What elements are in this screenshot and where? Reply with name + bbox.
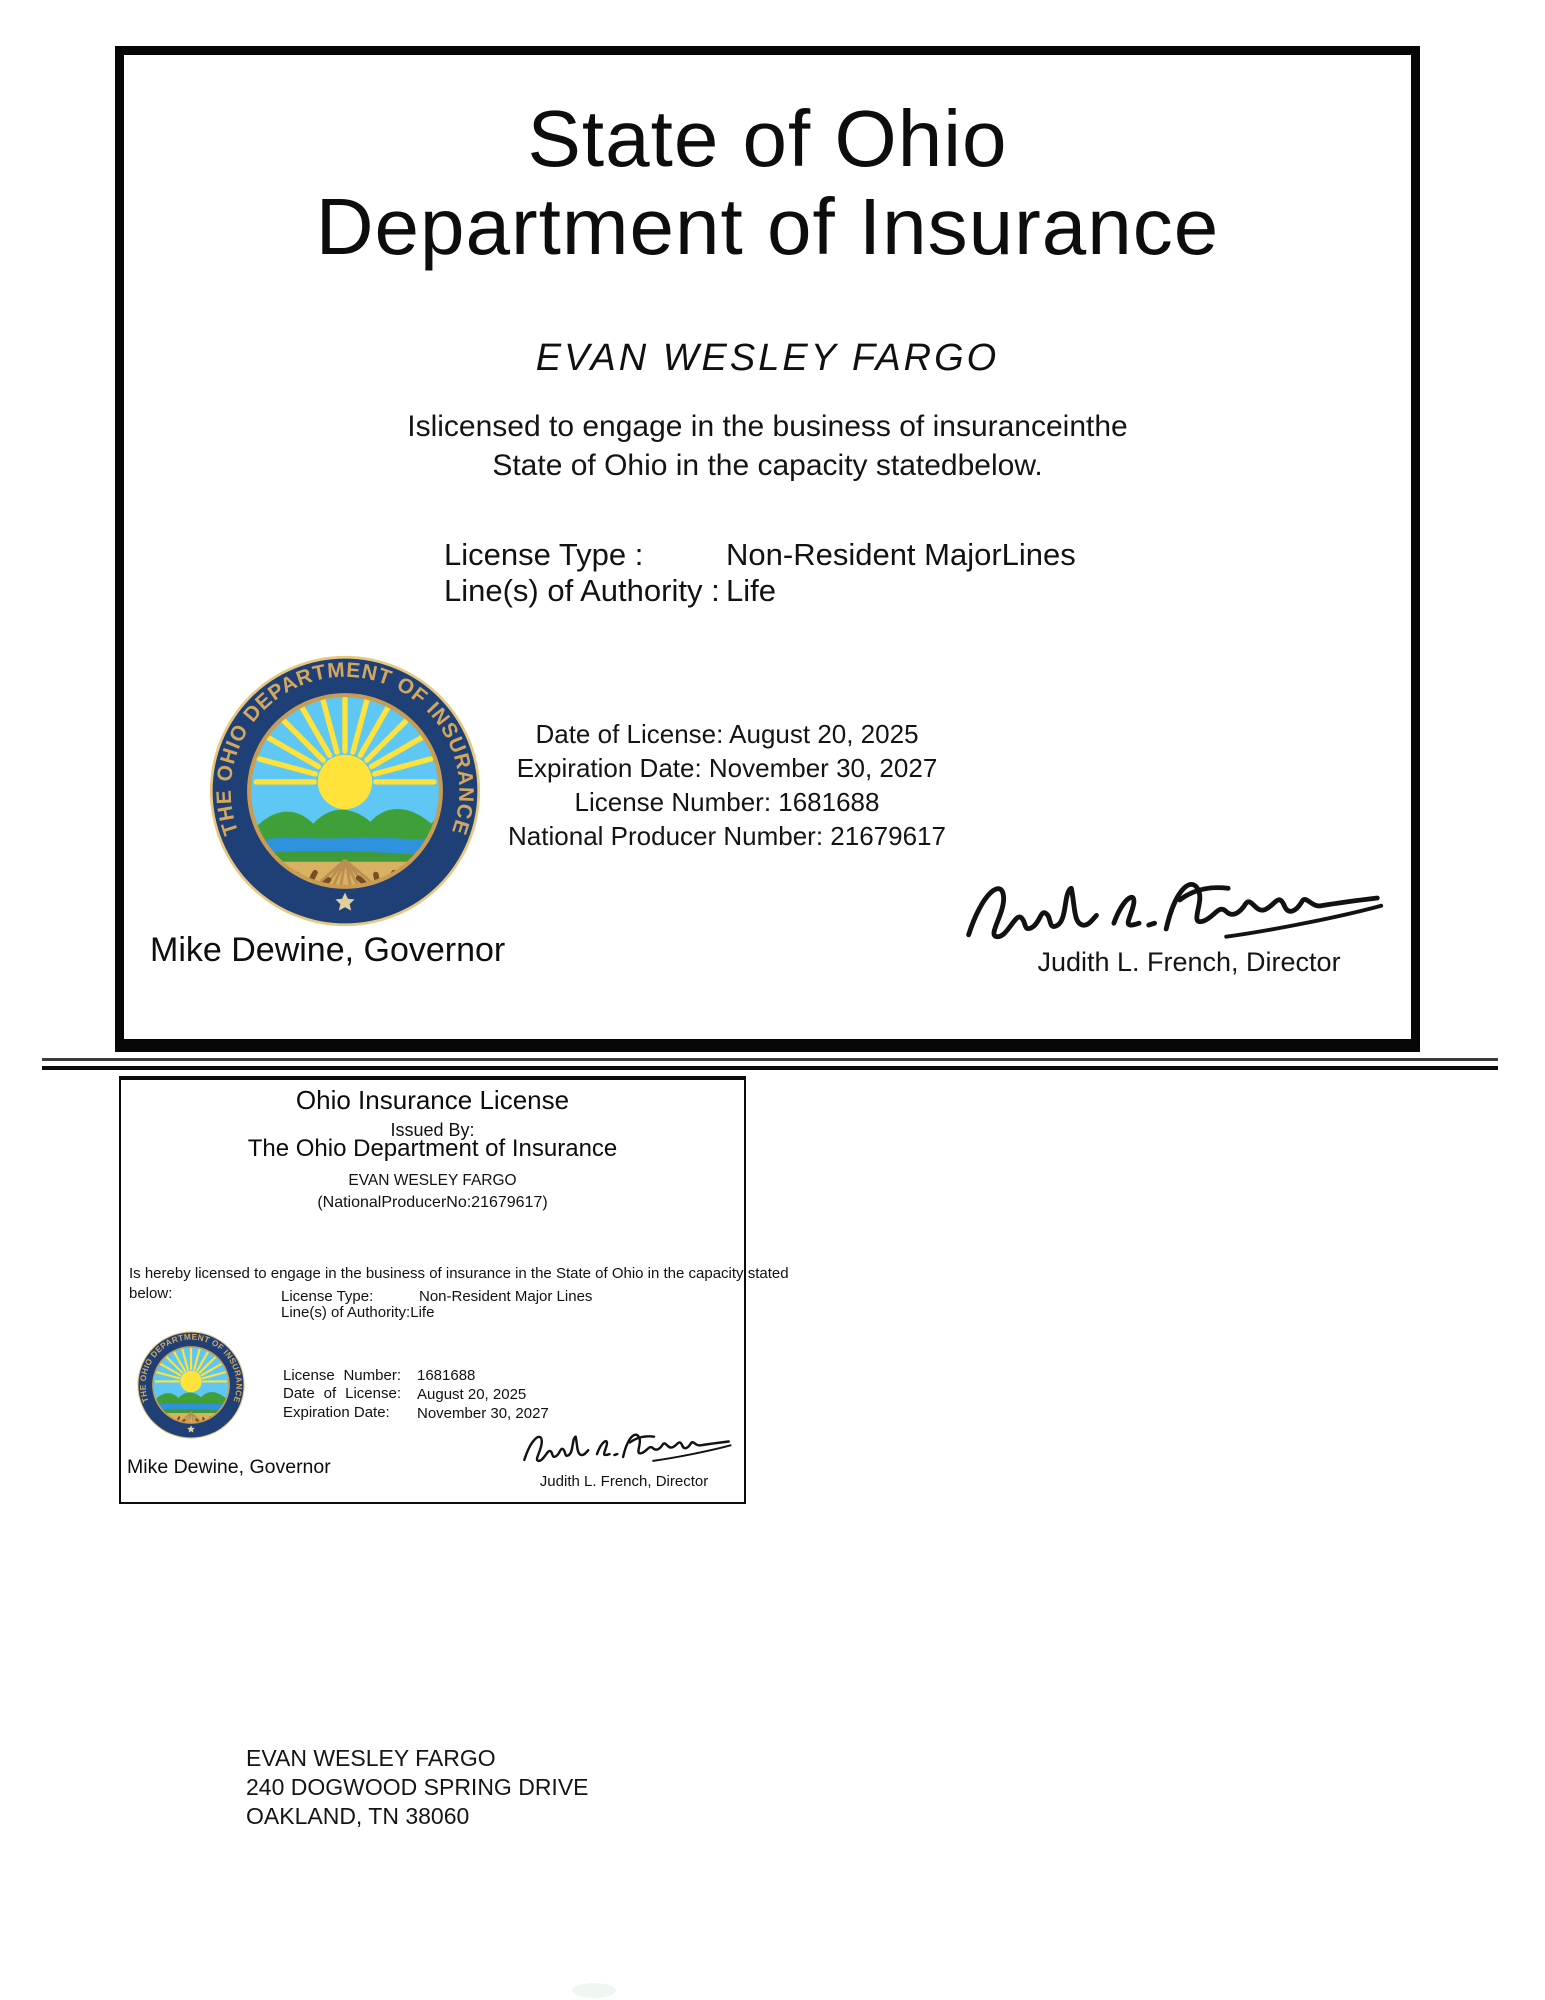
director-name: Judith L. French, Director: [1037, 947, 1341, 977]
card-authority-value: Life: [410, 1303, 435, 1321]
card-license-fields: [281, 1289, 592, 1320]
date-of-license: Date of License: August 20, 2025: [535, 719, 919, 749]
mailing-address-name: EVAN WESLEY FARGO: [246, 1745, 496, 1771]
license-type-row: [444, 537, 1076, 573]
license-type-label: License Type :: [444, 537, 644, 572]
license-type-value: Non-Resident MajorLines: [726, 537, 1076, 572]
license-number: License Number: 1681688: [574, 787, 880, 817]
card-issued-by: Issued By:: [390, 1120, 475, 1140]
card-license-type-label: License Type:: [281, 1288, 374, 1305]
card-date-of-license-value: August 20, 2025: [417, 1385, 527, 1403]
card-detail-values: [417, 1367, 549, 1423]
section-divider: [42, 1058, 1498, 1070]
mailing-address: [246, 1744, 589, 1831]
card-body-text: Is hereby licensed to engage in the business of insurance in the State of Ohio in the capacity stated below:: [129, 1265, 789, 1302]
authority-value: Life: [726, 573, 776, 608]
governor-name: Mike Dewine, Governor: [150, 931, 506, 969]
card-npn: (NationalProducerNo:21679617): [317, 1194, 548, 1211]
card-director-name: Judith L. French, Director: [539, 1473, 709, 1490]
card-license-type-row: [281, 1289, 592, 1305]
certificate-body-line2: State of Ohio in the capacity statedbelow.: [492, 449, 1043, 482]
licensee-name: EVAN WESLEY FARGO: [535, 337, 1000, 379]
license-details: [472, 717, 982, 853]
card-expiration-date-value: November 30, 2027: [417, 1404, 549, 1422]
card-issuer: The Ohio Department of Insurance: [247, 1135, 618, 1162]
card-license-number-value: 1681688: [417, 1367, 476, 1384]
card-authority-label: Line(s) of Authority:: [281, 1303, 411, 1321]
faint-print-artifact: [572, 1983, 616, 1998]
certificate-body-line1: Islicensed to engage in the business of insuranceinthe: [407, 410, 1128, 443]
ohio-doi-seal-small: [137, 1331, 245, 1439]
card-detail-labels: License Number: Date of License: Expiration Date:: [283, 1367, 401, 1421]
card-title: Ohio Insurance License: [295, 1085, 570, 1115]
national-producer-number: National Producer Number: 21679617: [508, 821, 946, 851]
license-certificate: [115, 46, 1420, 1052]
license-fields: [444, 537, 1076, 609]
mailing-address-street: 240 DOGWOOD SPRING DRIVE: [246, 1774, 589, 1800]
wallet-license-card: [119, 1076, 789, 1504]
card-authority-row: [281, 1305, 592, 1321]
card-governor-name: Mike Dewine, Governor: [127, 1456, 331, 1478]
expiration-date: Expiration Date: November 30, 2027: [516, 753, 938, 783]
card-director-signature-image: [519, 1426, 733, 1472]
ohio-doi-seal: [209, 655, 481, 927]
certificate-title: [124, 95, 1411, 271]
authority-row: [444, 573, 1076, 609]
certificate-body-text: [124, 407, 1411, 485]
certificate-title-line2: Department of Insurance: [315, 182, 1220, 271]
certificate-title-line1: State of Ohio: [527, 94, 1008, 183]
card-licensee-name: EVAN WESLEY FARGO: [348, 1172, 517, 1189]
authority-label: Line(s) of Authority :: [444, 573, 720, 608]
card-license-type-value: Non-Resident Major Lines: [419, 1288, 593, 1305]
director-signature-image: [952, 867, 1392, 959]
mailing-address-city: OAKLAND, TN 38060: [246, 1803, 470, 1829]
